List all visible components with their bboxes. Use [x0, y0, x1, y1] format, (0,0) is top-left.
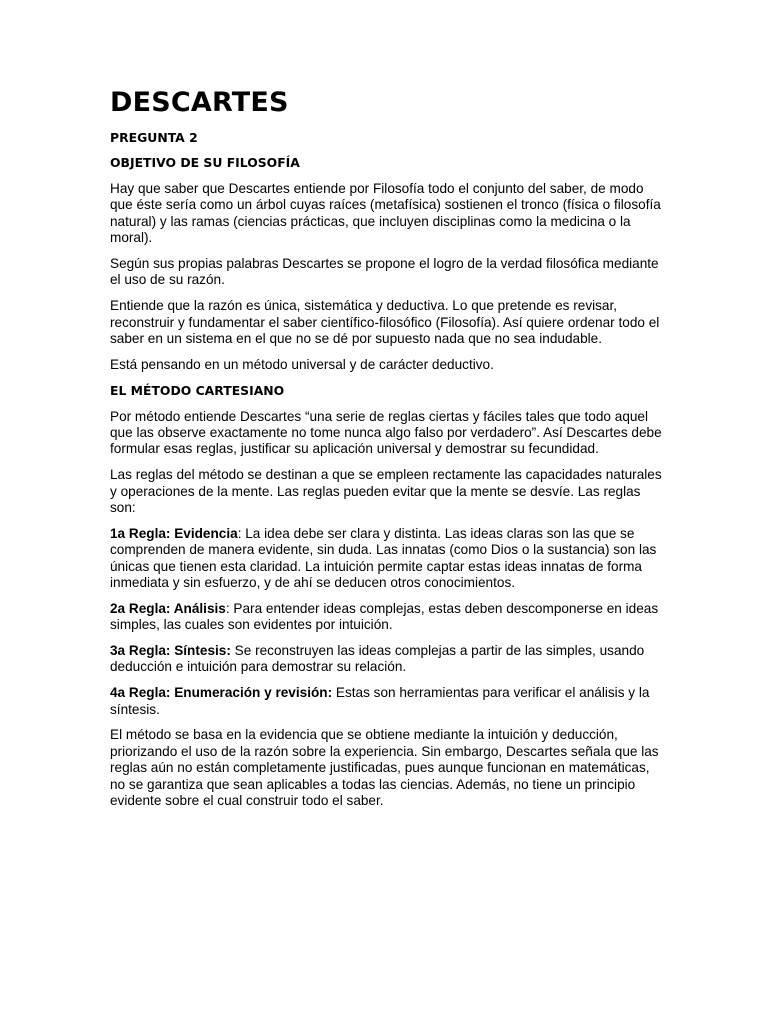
- section-heading-metodo: EL MÉTODO CARTESIANO: [110, 382, 285, 398]
- rule-name: 4a Regla: Enumeración y revisión:: [110, 685, 333, 701]
- paragraph: Las reglas del método se destinan a que se empleen rectamente las capacidades naturales y operaciones de la mente. Las reglas pueden evitar que la mente se desvíe. Las reglas son:: [110, 467, 662, 516]
- rule-paragraph-4: [110, 685, 662, 718]
- document-subtitle: PREGUNTA 2: [110, 130, 198, 145]
- paragraph: Hay que saber que Descartes entiende por Filosofía todo el conjunto del saber, de modo que éste sería como un árbol cuyas raíces (metafísica) sostienen el tronco (física o filosofía natural) y las ramas (ciencias prácticas, que incluyen disciplinas como la medicina o la moral).: [110, 181, 661, 246]
- rule-name: 3a Regla: Síntesis:: [110, 643, 231, 659]
- paragraph: Está pensando en un método universal y de carácter deductivo.: [110, 356, 494, 372]
- rule-paragraph-1: [110, 526, 662, 592]
- rule-text: Estas son herramientas para verificar el análisis y la síntesis.: [110, 685, 650, 717]
- paragraph: Entiende que la razón es única, sistemática y deductiva. Lo que pretende es revisar, reconstruir y fundamentar el saber científico-filosófico (Filosofía). Así quiere ordenar todo el saber en un sistema en el que no se dé por supuesto nada que no sea indudable.: [110, 298, 660, 347]
- rule-paragraph-2: [110, 601, 662, 634]
- rule-name: 2a Regla: Análisis: [110, 600, 226, 616]
- paragraph: Por método entiende Descartes “una serie de reglas ciertas y fáciles tales que todo aquel que las observe exactamente no tome nunca algo falso por verdadero”. Así Descartes debe formular esas reglas, justificar su aplicación universal y demostrar su fecundidad.: [110, 408, 662, 457]
- paragraph: Según sus propias palabras Descartes se propone el logro de la verdad filosófica mediante el uso de su razón.: [110, 256, 659, 288]
- document-page: [110, 86, 662, 819]
- rule-name: 1a Regla: Evidencia: [110, 525, 238, 541]
- closing-paragraph: El método se basa en la evidencia que se obtiene mediante la intuición y deducción, priorizando el uso de la razón sobre la experiencia. Sin embargo, Descartes señala que las reglas aún no están completamente justificadas, pues aunque funcionan en matemáticas, no se garantiza que sean aplicables a todas las ciencias. Además, no tiene un principio evidente sobre el cual construir todo el saber.: [110, 727, 659, 809]
- rule-paragraph-3: [110, 643, 662, 676]
- rule-text: Se reconstruyen las ideas complejas a partir de las simples, usando deducción e intuición para demostrar su relación.: [110, 643, 645, 675]
- document-title: DESCARTES: [110, 87, 289, 118]
- section-heading-objetivo: OBJETIVO DE SU FILOSOFÍA: [110, 155, 300, 170]
- rule-text: : Para entender ideas complejas, estas deben descomponerse en ideas simples, las cuales son evidentes por intuición.: [110, 600, 659, 633]
- rule-text: : La idea debe ser clara y distinta. Las ideas claras son las que se comprenden de manera evidente, sin duda. Las innatas (como Dios o la sustancia) son las únicas que tienen esta claridad. La intuición permite captar estas ideas innatas de forma inmediata y sin esfuerzo, y de ahí se deducen otros conocimientos.: [110, 525, 657, 591]
